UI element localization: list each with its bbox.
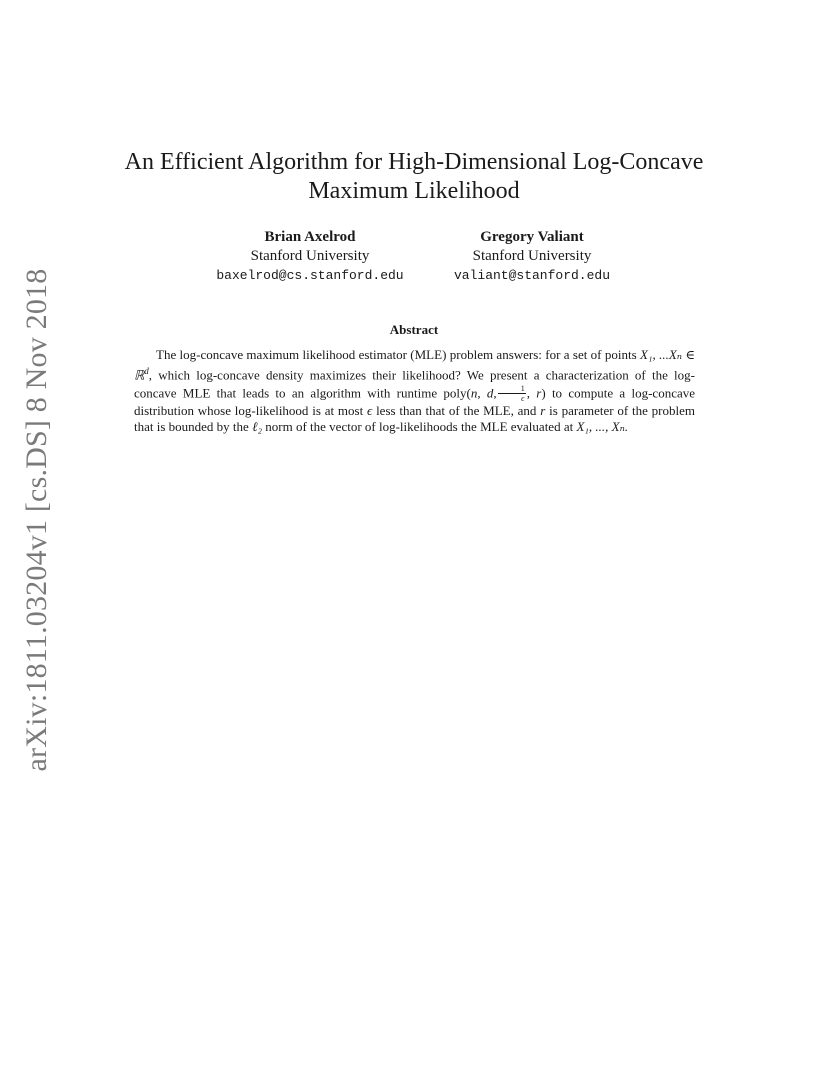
abstract-text-5: is parameter of the problem that is bounded by the (134, 402, 696, 434)
abstract-text-2: , which log-concave density maximizes their likelihood? We present a characterization of the log-concave MLE that leads to an algorithm with runtime poly( (134, 367, 695, 401)
author-email: baxelrod@cs.stanford.edu (216, 268, 404, 283)
math-r: , r (526, 385, 542, 401)
author-block-2 (402, 228, 662, 285)
abstract-heading: Abstract (389, 322, 439, 337)
author-block-1 (180, 228, 440, 285)
fraction-one-over-epsilon (498, 384, 526, 403)
author-affiliation: Stanford University (472, 248, 592, 264)
math-r-param: r (540, 402, 546, 418)
arxiv-identifier-stamp: arXiv:1811.03204v1 [cs.DS] 8 Nov 2018 (20, 268, 53, 772)
math-l2: ℓ₂ (252, 418, 263, 434)
abstract-text-1: The log-concave maximum likelihood estimator (MLE) problem answers: for a set of points (156, 347, 637, 362)
author-name: Gregory Valiant (480, 229, 584, 245)
author-email: valiant@stanford.edu (453, 268, 611, 283)
abstract-text-3: ) to compute a log-concave distribution whose log-likelihood is at most (134, 385, 696, 418)
author-affiliation: Stanford University (250, 248, 370, 264)
paper-title (0, 148, 828, 206)
title-line-2: Maximum Likelihood (308, 178, 520, 204)
math-epsilon: ϵ (367, 402, 373, 418)
math-n-d: n, d, (470, 385, 497, 401)
math-points: X₁, ...Xₙ ∈ ℝ (134, 347, 696, 383)
fraction-denominator: ϵ (521, 393, 525, 403)
abstract-text-4: less than that of the MLE, and (376, 402, 537, 418)
fraction-numerator: 1 (498, 384, 526, 394)
math-dim: d (144, 366, 149, 377)
title-line-1: An Efficient Algorithm for High-Dimensional Log-Concave (124, 149, 704, 175)
abstract-body (134, 347, 695, 435)
author-name: Brian Axelrod (264, 229, 356, 245)
abstract-text-6: norm of the vector of log-likelihoods the MLE evaluated at (265, 418, 574, 434)
math-eval-points: X₁, ..., Xₙ. (576, 418, 629, 434)
